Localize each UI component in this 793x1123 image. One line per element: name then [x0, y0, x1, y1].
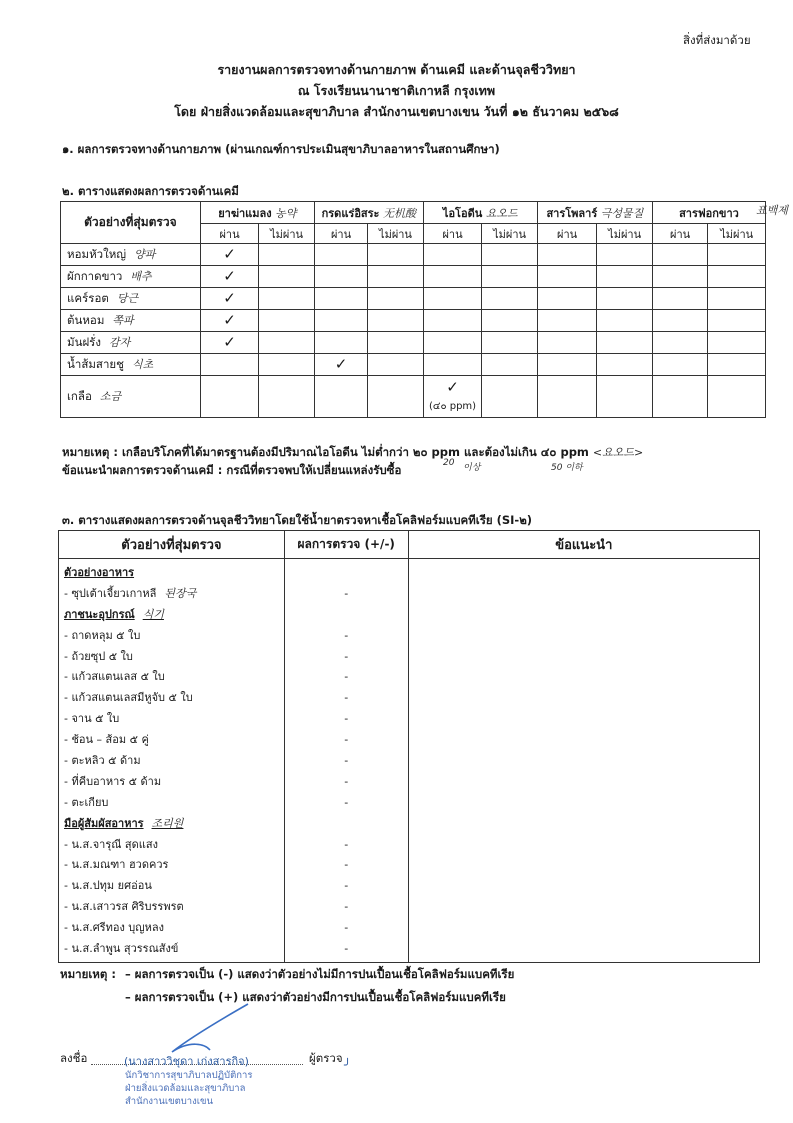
- result-cell: [423, 354, 482, 376]
- sample-group-heading: ภาชนะอุปกรณ์ 식기: [64, 607, 164, 621]
- signer-name: (นางสาววิชุดา เก่งสารกิจ): [124, 1055, 249, 1068]
- handwritten-note-bleach: 표백제: [756, 204, 788, 217]
- result-cell: [597, 244, 652, 266]
- fail-subheader: ไม่ผ่าน: [597, 224, 652, 244]
- result-cell: [314, 288, 367, 310]
- result-cell: [423, 376, 482, 418]
- handwritten-note: 20: [443, 458, 455, 468]
- result-cell: [423, 332, 482, 354]
- result-value: -: [344, 858, 349, 872]
- result-cell: [259, 288, 314, 310]
- sample-item: - ตะหลิว ๕ ด้าม: [64, 754, 141, 768]
- result-cell: [423, 244, 482, 266]
- result-cell: [368, 266, 423, 288]
- chemical-row: [61, 310, 766, 332]
- sample-group-heading: ตัวอย่างอาหาร: [64, 566, 135, 579]
- result-cell: [708, 310, 766, 332]
- result-cell: [482, 288, 537, 310]
- sample-item: - น.ส.ศรีทอง บุญหลง: [64, 921, 165, 935]
- result-value: -: [344, 942, 349, 956]
- result-cell: [368, 376, 423, 418]
- fail-subheader: ไม่ผ่าน: [259, 224, 314, 244]
- group-header-iodine: ไอโอดีน 요오드: [423, 202, 537, 224]
- handwritten-note: 쪽파: [112, 313, 134, 327]
- result-cell: [423, 266, 482, 288]
- result-value: -: [344, 628, 349, 642]
- result-cell: [482, 332, 537, 354]
- handwritten-note: <요오드>: [592, 446, 644, 459]
- result-cell: [200, 266, 259, 288]
- col-sample-header: ตัวอย่างที่สุ่มตรวจ: [59, 531, 285, 559]
- result-cell: [652, 354, 707, 376]
- pass-subheader: ผ่าน: [423, 224, 482, 244]
- result-value: -: [344, 712, 349, 726]
- result-cell: [259, 354, 314, 376]
- result-cell: [200, 332, 259, 354]
- result-cell: [482, 266, 537, 288]
- attachment-note: สิ่งที่ส่งมาด้วย: [683, 33, 751, 47]
- chemical-remark: หมายเหตุ : เกลือบริโภคที่ได้มาตรฐานต้องมีปริมาณไอโอดีน ไม่ต่ำกว่า ๒๐ ppm และต้องไม่เกิน ๔๐ ppm <요오드>: [62, 445, 644, 459]
- sample-group-heading: มือผู้สัมผัสอาหาร 조리원: [64, 816, 184, 830]
- result-cell: [652, 310, 707, 332]
- sample-item: - น.ส.มณฑา ฮวดควร: [64, 858, 169, 872]
- handwritten-note: 양파: [134, 247, 156, 261]
- result-cell: [314, 376, 367, 418]
- sample-name: น้ำส้มสายชู 식초: [61, 354, 201, 376]
- result-value: -: [344, 900, 349, 914]
- result-cell: [652, 376, 707, 418]
- chemical-row: [61, 244, 766, 266]
- sample-item: - ช้อน – ส้อม ๕ คู่: [64, 733, 149, 747]
- section1-physical-result: ๑. ผลการตรวจทางด้านกายภาพ (ผ่านเกณฑ์การประเมินสุขาภิบาลอาหารในสถานศึกษา): [62, 142, 500, 156]
- check-mark: ✓: [223, 333, 236, 351]
- sample-list: [59, 559, 285, 963]
- result-cell: [537, 288, 597, 310]
- chemical-results-table: [60, 201, 766, 418]
- handwritten-note: 소금: [99, 389, 122, 403]
- result-cell: [314, 354, 367, 376]
- result-value: -: [344, 586, 349, 600]
- chemical-advice: ข้อแนะนำผลการตรวจด้านเคมี : กรณีที่ตรวจพบให้เปลี่ยนแหล่งรับซื้อ: [62, 463, 402, 477]
- result-cell: [597, 288, 652, 310]
- report-title-line3: โดย ฝ่ายสิ่งแวดล้อมและสุขาภิบาล สำนักงานเขตบางเขน วันที่ ๑๒ ธันวาคม ๒๕๖๘: [174, 104, 619, 119]
- signature-scribble: [150, 1000, 260, 1060]
- check-mark: ✓: [223, 289, 236, 307]
- signature-mark: ╯: [344, 1058, 352, 1072]
- fail-subheader: ไม่ผ่าน: [482, 224, 537, 244]
- result-cell: [423, 288, 482, 310]
- chemical-row: [61, 354, 766, 376]
- sample-item: - น.ส.เสาวรส ศิริบรรพรต: [64, 900, 184, 914]
- sample-name: หอมหัวใหญ่ 양파: [61, 244, 201, 266]
- check-mark: ✓: [223, 245, 236, 263]
- sample-item: - น.ส.ลำพูน สุวรรณสังข์: [64, 942, 179, 956]
- sign-label: ลงชื่อ: [60, 1051, 88, 1065]
- pass-subheader: ผ่าน: [314, 224, 367, 244]
- sample-item: - น.ส.ปทุม ยศอ่อน: [64, 879, 152, 893]
- pass-subheader: ผ่าน: [652, 224, 707, 244]
- sample-item: - แก้วสแตนเลสมีหูจับ ๕ ใบ: [64, 691, 193, 705]
- check-mark: ✓: [446, 377, 459, 396]
- sample-header: ตัวอย่างที่สุ่มตรวจ: [61, 202, 201, 244]
- result-cell: [537, 266, 597, 288]
- col-advice-header: ข้อแนะนำ: [408, 531, 759, 559]
- handwritten-note: 배추: [130, 269, 152, 283]
- sample-item: - ตะเกียบ: [64, 795, 109, 809]
- result-cell: [314, 244, 367, 266]
- group-header-bleach: สารฟอกขาว: [652, 202, 765, 224]
- result-cell: [368, 332, 423, 354]
- result-cell: [597, 310, 652, 332]
- result-cell: [314, 266, 367, 288]
- report-title-line1: รายงานผลการตรวจทางด้านกายภาพ ด้านเคมี และด้านจุลชีววิทยา: [217, 62, 576, 77]
- result-cell: [708, 266, 766, 288]
- micro-remark-positive: – ผลการตรวจเป็น (+) แสดงว่าตัวอย่างมีการปนเปื้อนเชื้อโคลิฟอร์มแบคทีเรีย: [125, 990, 506, 1004]
- result-cell: [259, 376, 314, 418]
- result-value: -: [344, 754, 349, 768]
- chemical-row: [61, 266, 766, 288]
- result-cell: [368, 244, 423, 266]
- result-cell: [200, 244, 259, 266]
- result-cell: [537, 376, 597, 418]
- result-cell: [423, 310, 482, 332]
- chemical-row: [61, 288, 766, 310]
- result-cell: [314, 310, 367, 332]
- result-cell: [537, 354, 597, 376]
- microbiology-results-table: [58, 530, 760, 963]
- stamp-text: นักวิชาการสุขาภิบาลปฏิบัติการ ฝ่ายสิ่งแวดล้อมและสุขาภิบาล สำนักงานเขตบางเขน: [125, 1070, 253, 1107]
- result-cell: [259, 266, 314, 288]
- result-cell: [537, 244, 597, 266]
- result-cell: [597, 376, 652, 418]
- handwritten-note: 요오드: [485, 206, 518, 220]
- iodine-value: (๔๐ ppm): [428, 400, 477, 412]
- handwritten-note: 당근: [116, 291, 139, 305]
- sample-name: เกลือ 소금: [61, 376, 201, 418]
- result-cell: [200, 288, 259, 310]
- result-cell: [652, 288, 707, 310]
- section3-title: ๓. ตารางแสดงผลการตรวจด้านจุลชีววิทยาโดยใช้น้ำยาตรวจหาเชื้อโคลิฟอร์มแบคทีเรีย (SI-๒): [62, 513, 533, 527]
- result-cell: [200, 310, 259, 332]
- result-cell: [597, 354, 652, 376]
- sample-item: - น.ส.จารุณี สุดแสง: [64, 837, 158, 851]
- handwritten-note: 50 이하: [551, 463, 583, 473]
- handwritten-note: 감자: [108, 335, 131, 349]
- result-cell: [597, 266, 652, 288]
- result-cell: [314, 332, 367, 354]
- result-value: [285, 814, 408, 835]
- sample-name: แคร์รอต 당근: [61, 288, 201, 310]
- sample-item: - ถ้วยซุป ๕ ใบ: [64, 649, 133, 663]
- sample-name: ต้นหอม 쪽파: [61, 310, 201, 332]
- micro-remark-negative: – ผลการตรวจเป็น (-) แสดงว่าตัวอย่างไม่มีการปนเปื้อนเชื้อโคลิฟอร์มแบคทีเรีย: [125, 967, 515, 981]
- chemical-row: [61, 376, 766, 418]
- result-value: -: [344, 649, 349, 663]
- handwritten-note: 된장국: [164, 586, 197, 600]
- result-cell: [652, 266, 707, 288]
- pass-subheader: ผ่าน: [200, 224, 259, 244]
- check-mark: ✓: [223, 311, 236, 329]
- result-cell: [482, 376, 537, 418]
- result-value: -: [344, 837, 349, 851]
- chemical-row: [61, 332, 766, 354]
- result-cell: [368, 310, 423, 332]
- result-cell: [708, 332, 766, 354]
- sample-item: - ถาดหลุม ๕ ใบ: [64, 628, 141, 642]
- sample-item: - ซุปเต้าเจี้ยวเกาหลี 된장국: [64, 586, 197, 600]
- handwritten-note: 无机酸: [382, 206, 416, 220]
- result-cell: [537, 310, 597, 332]
- result-cell: [708, 354, 766, 376]
- result-cell: [200, 376, 259, 418]
- result-value: -: [344, 670, 349, 684]
- handwritten-note: 이상: [463, 463, 481, 473]
- result-value: -: [344, 795, 349, 809]
- section2-title: ๒. ตารางแสดงผลการตรวจด้านเคมี: [62, 184, 239, 198]
- group-header-polar: สารโพลาร์ 극성물질: [537, 202, 652, 224]
- report-title-line2: ณ โรงเรียนนานาชาติเกาหลี กรุงเทพ: [297, 83, 496, 98]
- result-cell: [652, 244, 707, 266]
- group-header-mineral-acid: กรดแร่อิสระ 无机酸: [314, 202, 423, 224]
- advice-cell: [408, 559, 759, 963]
- result-value: [285, 605, 408, 626]
- result-cell: [259, 332, 314, 354]
- inspector-role: ผู้ตรวจ: [309, 1051, 343, 1065]
- fail-subheader: ไม่ผ่าน: [368, 224, 423, 244]
- result-value: -: [344, 879, 349, 893]
- result-cell: [482, 310, 537, 332]
- result-cell: [482, 354, 537, 376]
- check-mark: ✓: [223, 267, 236, 285]
- sample-item: - จาน ๕ ใบ: [64, 712, 120, 726]
- sample-item: - ที่คีบอาหาร ๕ ด้าม: [64, 774, 162, 788]
- check-mark: ✓: [334, 355, 348, 373]
- result-cell: [482, 244, 537, 266]
- result-value: -: [344, 733, 349, 747]
- result-value: -: [344, 691, 349, 705]
- result-cell: [200, 354, 259, 376]
- pass-subheader: ผ่าน: [537, 224, 597, 244]
- result-list: [284, 559, 408, 963]
- micro-remark-label: หมายเหตุ :: [60, 967, 116, 981]
- result-cell: [708, 244, 766, 266]
- result-cell: [368, 354, 423, 376]
- group-header-pesticide: ยาฆ่าแมลง 농약: [200, 202, 314, 224]
- result-value: -: [344, 921, 349, 935]
- sample-name: ผักกาดขาว 배추: [61, 266, 201, 288]
- handwritten-note: 식기: [142, 607, 164, 621]
- result-cell: [708, 376, 766, 418]
- result-cell: [259, 310, 314, 332]
- handwritten-note: 조리원: [151, 816, 184, 830]
- result-cell: [708, 288, 766, 310]
- result-cell: [259, 244, 314, 266]
- handwritten-note: 극성물질: [600, 206, 644, 220]
- handwritten-note: 농약: [275, 206, 297, 220]
- result-cell: [652, 332, 707, 354]
- sample-name: มันฝรั่ง 감자: [61, 332, 201, 354]
- handwritten-note: 식초: [131, 357, 154, 371]
- result-value: -: [344, 774, 349, 788]
- result-value: [285, 563, 408, 584]
- col-result-header: ผลการตรวจ (+/-): [284, 531, 408, 559]
- sample-item: - แก้วสแตนเลส ๕ ใบ: [64, 670, 165, 684]
- result-cell: [597, 332, 652, 354]
- result-cell: [368, 288, 423, 310]
- result-cell: [537, 332, 597, 354]
- fail-subheader: ไม่ผ่าน: [708, 224, 766, 244]
